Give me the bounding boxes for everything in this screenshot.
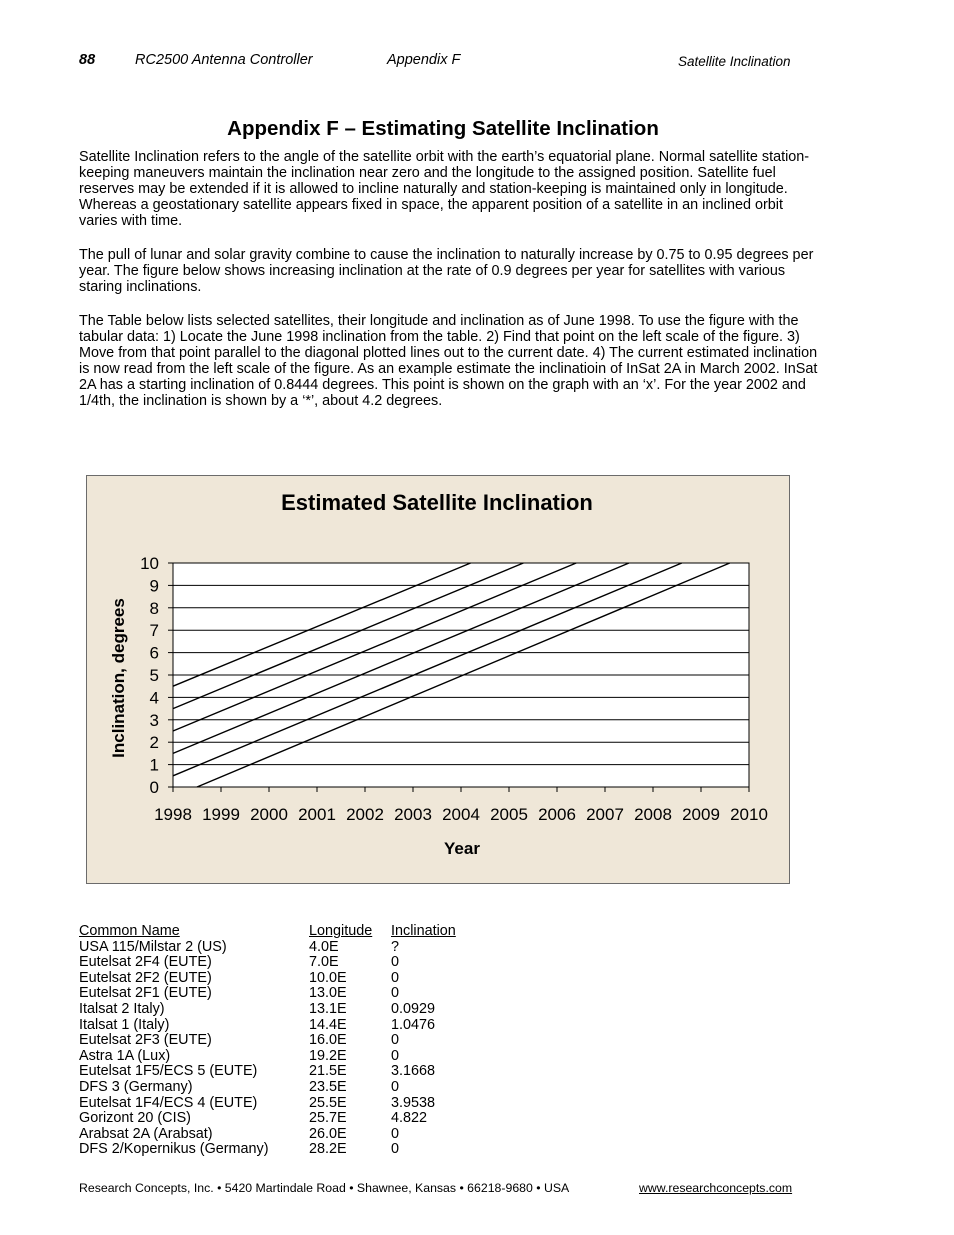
chart-title: Estimated Satellite Inclination	[281, 490, 593, 515]
instructions-paragraph: The Table below lists selected satellites, their longitude and inclination as of June 1998. To use the figure with the tabular data: 1) Locate the June 1998 inclination from the table. 2) Find that point on the left scale of the figure. 3) Move from that point parallel to the diagonal plotted lines out to the current date. 4) The current estimated inclination is now read from the left scale of the figure. As an example estimate the inclinatioin of InSat 2A in March 2002. InSat 2A has a starting inclination of 0.8444 degrees. This point is shown on the graph with an ‘x’. For the year 2002 and 1/4th, the inclination is shown by a ‘*’, about 4.2 degrees.	[79, 313, 818, 409]
x-tick-label: 2008	[634, 805, 672, 824]
cell-inclination: 3.9538	[391, 1094, 436, 1111]
cell-inclination: 0	[391, 954, 400, 971]
cell-inclination: 0	[391, 1047, 400, 1064]
cell-inclination: 0.0929	[391, 1000, 436, 1017]
page-number: 88	[79, 52, 96, 68]
x-tick-label: 2003	[394, 805, 432, 824]
product-name: RC2500 Antenna Controller	[135, 52, 313, 68]
cell-inclination: 0	[391, 969, 400, 986]
cell-inclination: 0	[391, 1125, 400, 1142]
cell-longitude: 28.2E	[309, 1141, 347, 1158]
cell-inclination: 1.0476	[391, 1016, 436, 1033]
y-tick-label: 7	[149, 621, 159, 641]
cell-longitude: 25.5E	[309, 1094, 347, 1111]
cell-common-name: Italsat 2 Italy)	[79, 1000, 165, 1017]
x-tick-label: 2000	[250, 805, 288, 824]
cell-common-name: Eutelsat 1F5/ECS 5 (EUTE)	[79, 1063, 258, 1080]
x-tick-label: 2006	[538, 805, 576, 824]
header-longitude: Longitude	[309, 923, 373, 939]
y-tick-label: 6	[149, 643, 159, 663]
cell-longitude: 10.0E	[309, 969, 347, 986]
x-tick-label: 1999	[202, 805, 240, 824]
cell-common-name: DFS 3 (Germany)	[79, 1078, 193, 1095]
x-tick-label: 2001	[298, 805, 336, 824]
cell-common-name: Eutelsat 2F2 (EUTE)	[79, 969, 212, 986]
y-axis-label: Inclination, degrees	[109, 598, 128, 758]
page-title: Appendix F – Estimating Satellite Inclination	[227, 117, 659, 140]
cell-inclination: 3.1668	[391, 1063, 436, 1080]
cell-inclination: ?	[391, 938, 400, 955]
cell-common-name: Eutelsat 1F4/ECS 4 (EUTE)	[79, 1094, 258, 1111]
y-tick-label: 1	[149, 755, 159, 775]
cell-inclination: 0	[391, 1141, 400, 1158]
cell-common-name: USA 115/Milstar 2 (US)	[79, 938, 227, 955]
cell-longitude: 14.4E	[309, 1016, 347, 1033]
cell-longitude: 13.0E	[309, 985, 347, 1002]
y-tick-label: 4	[149, 688, 159, 708]
y-tick-label: 5	[149, 666, 159, 685]
x-tick-label: 2005	[490, 805, 528, 824]
cell-common-name: DFS 2/Kopernikus (Germany)	[79, 1141, 269, 1158]
x-tick-label: 2007	[586, 805, 624, 824]
intro-paragraph: Satellite Inclination refers to the angle of the satellite orbit with the earth’s equatorial plane. Normal satellite station-keeping maneuvers maintain the inclination near zero and the longitude to the assigned position. Satellite fuel reserves may be extended if it is allowed to incline naturally and station-keeping is maintained only in longitude. Whereas a geostationary satellite appears fixed in space, the apparent position of a satellite in an inclined orbit varies with time.	[79, 149, 810, 229]
cell-common-name: Astra 1A (Lux)	[79, 1047, 171, 1064]
y-tick-label: 2	[149, 733, 159, 753]
y-tick-label: 3	[149, 710, 159, 730]
cell-common-name: Eutelsat 2F3 (EUTE)	[79, 1032, 212, 1049]
cell-longitude: 19.2E	[309, 1047, 347, 1064]
cell-inclination: 0	[391, 1078, 400, 1095]
y-tick-label: 9	[149, 576, 159, 596]
cell-longitude: 13.1E	[309, 1000, 347, 1017]
cell-longitude: 25.7E	[309, 1110, 347, 1127]
cell-longitude: 16.0E	[309, 1032, 347, 1049]
x-tick-label: 2002	[346, 805, 384, 824]
y-tick-label: 10	[140, 554, 159, 573]
appendix-label: Appendix F	[387, 52, 461, 68]
x-tick-label: 1998	[154, 805, 192, 824]
cell-common-name: Arabsat 2A (Arabsat)	[79, 1125, 213, 1142]
cell-common-name: Italsat 1 (Italy)	[79, 1016, 170, 1033]
cell-inclination: 0	[391, 985, 400, 1002]
cell-common-name: Eutelsat 2F4 (EUTE)	[79, 954, 212, 971]
cell-longitude: 7.0E	[309, 954, 339, 971]
y-tick-label: 8	[149, 598, 159, 618]
x-tick-label: 2004	[442, 805, 480, 824]
y-tick-label: 0	[149, 778, 159, 797]
x-tick-label: 2010	[730, 805, 768, 824]
header-common-name: Common Name	[79, 923, 180, 939]
cell-common-name: Gorizont 20 (CIS)	[79, 1110, 191, 1127]
footer-link[interactable]: www.researchconcepts.com	[639, 1181, 793, 1195]
header-inclination: Inclination	[391, 923, 456, 939]
cell-longitude: 4.0E	[309, 938, 339, 955]
section-label: Satellite Inclination	[678, 54, 791, 69]
x-axis-label: Year	[444, 839, 480, 858]
cell-inclination: 0	[391, 1032, 400, 1049]
cell-inclination: 4.822	[391, 1110, 428, 1127]
cell-longitude: 21.5E	[309, 1063, 347, 1080]
cell-common-name: Eutelsat 2F1 (EUTE)	[79, 985, 212, 1002]
footer-address: Research Concepts, Inc. • 5420 Martindale Road • Shawnee, Kansas • 66218-9680 • USA	[79, 1181, 570, 1195]
gravity-paragraph: The pull of lunar and solar gravity combine to cause the inclination to naturally increase by 0.75 to 0.95 degrees per year. The figure below shows increasing inclination at the rate of 0.9 degrees per year for satellites with various staring inclinations.	[79, 247, 814, 295]
x-tick-label: 2009	[682, 805, 720, 824]
cell-longitude: 23.5E	[309, 1078, 347, 1095]
cell-longitude: 26.0E	[309, 1125, 347, 1142]
